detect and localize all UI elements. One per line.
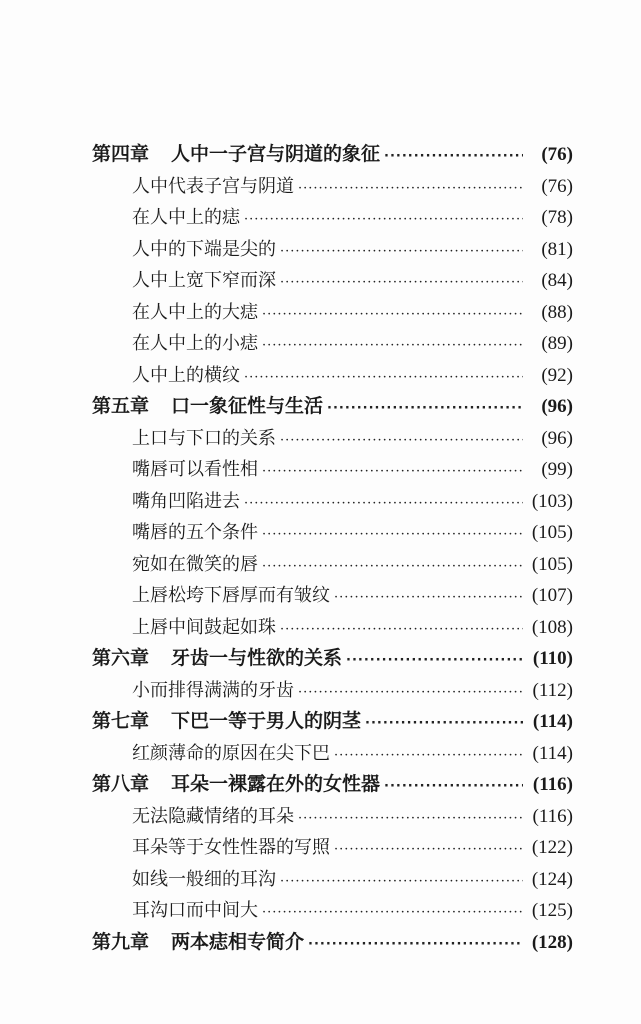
- dot-leader: [334, 834, 523, 864]
- toc-section-entry: [92, 423, 573, 455]
- page-number: (92): [541, 364, 573, 386]
- dot-leader: [244, 204, 523, 234]
- page-number: (107): [531, 585, 573, 606]
- dot-leader: [298, 677, 523, 707]
- toc-section-entry: [92, 360, 573, 392]
- page-number: (99): [541, 459, 573, 480]
- page-number: (116): [532, 774, 573, 795]
- section-title: 红颜薄命的原因在尖下巴: [132, 742, 330, 764]
- page-number: (105): [531, 553, 573, 575]
- page-number: (105): [531, 522, 573, 543]
- toc-chapter-entry: [92, 769, 573, 801]
- dot-leader: [262, 551, 523, 581]
- section-title: 小而排得满满的牙齿: [132, 679, 294, 701]
- toc-section-entry: [92, 486, 573, 518]
- section-title: 如线一般细的耳沟: [132, 868, 276, 890]
- dot-leader: [298, 803, 523, 833]
- page-number: (84): [541, 270, 573, 291]
- page-number: (76): [541, 144, 573, 165]
- section-title: 嘴唇的五个条件: [132, 522, 258, 543]
- toc-section-entry: [92, 328, 573, 360]
- toc-section-entry: [92, 895, 573, 927]
- toc-section-entry: [92, 297, 573, 329]
- section-title: 在人中上的大痣: [132, 301, 258, 323]
- dot-leader: [334, 740, 523, 770]
- section-title: 人中代表子宫与阴道: [132, 175, 294, 197]
- chapter-title: 耳朵一裸露在外的女性器: [171, 773, 381, 795]
- dot-leader: [384, 141, 523, 171]
- section-title: 人中上的横纹: [132, 364, 240, 386]
- toc-chapter-entry: [92, 927, 573, 959]
- chapter-title: 两本痣相专简介: [171, 930, 305, 953]
- dot-leader: [280, 614, 523, 644]
- section-title: 人中的下端是尖的: [132, 238, 276, 260]
- page-number: (96): [541, 396, 573, 417]
- page-number: (112): [532, 679, 573, 701]
- toc-section-entry: [92, 738, 573, 770]
- dot-leader: [280, 425, 523, 455]
- toc-chapter-entry: [92, 391, 573, 423]
- page-number: (110): [532, 648, 573, 669]
- section-title: 耳沟口而中间大: [132, 900, 258, 921]
- page-number: (116): [532, 805, 573, 827]
- toc-section-entry: [92, 171, 573, 203]
- page-number: (124): [531, 868, 573, 890]
- dot-leader: [262, 897, 523, 927]
- page-number: (108): [531, 616, 573, 638]
- toc-section-entry: [92, 517, 573, 549]
- dot-leader: [346, 645, 523, 675]
- section-title: 上唇松垮下唇厚而有皱纹: [132, 585, 330, 606]
- page-number: (81): [541, 238, 573, 260]
- dot-leader: [280, 267, 523, 297]
- dot-leader: [262, 456, 523, 486]
- toc-section-entry: [92, 265, 573, 297]
- chapter-number: 第七章: [92, 710, 150, 732]
- section-title: 无法隐藏情绪的耳朵: [132, 805, 294, 827]
- dot-leader: [334, 582, 523, 612]
- page-number: (122): [531, 837, 573, 858]
- section-title: 在人中上的痣: [132, 207, 240, 228]
- chapter-number: 第九章: [92, 930, 150, 953]
- page-number: (96): [541, 427, 573, 449]
- section-title: 在人中上的小痣: [132, 333, 258, 354]
- toc-section-entry: [92, 454, 573, 486]
- chapter-title: 口一象征性与生活: [171, 395, 324, 417]
- dot-leader: [280, 866, 523, 896]
- dot-leader: [262, 330, 523, 360]
- dot-leader: [308, 929, 523, 959]
- chapter-number: 第四章: [92, 143, 150, 165]
- toc-section-entry: [92, 549, 573, 581]
- toc-section-entry: [92, 612, 573, 644]
- toc-chapter-entry: [92, 706, 573, 738]
- toc-section-entry: [92, 202, 573, 234]
- section-title: 嘴唇可以看性相: [132, 459, 258, 480]
- page-number: (114): [532, 742, 573, 764]
- toc-chapter-entry: [92, 139, 573, 171]
- toc-section-entry: [92, 801, 573, 833]
- section-title: 耳朵等于女性性器的写照: [132, 837, 330, 858]
- section-title: 宛如在微笑的唇: [132, 553, 258, 575]
- page-number: (78): [541, 207, 573, 228]
- dot-leader: [298, 173, 523, 203]
- table-of-contents: [92, 139, 573, 958]
- chapter-title: 牙齿一与性欲的关系: [171, 647, 343, 669]
- dot-leader: [262, 299, 523, 329]
- section-title: 上唇中间鼓起如珠: [132, 616, 276, 638]
- chapter-number: 第八章: [92, 773, 150, 795]
- page-number: (125): [531, 900, 573, 921]
- dot-leader: [327, 393, 523, 423]
- dot-leader: [244, 362, 523, 392]
- toc-section-entry: [92, 864, 573, 896]
- dot-leader: [280, 236, 523, 266]
- toc-section-entry: [92, 580, 573, 612]
- dot-leader: [365, 708, 523, 738]
- chapter-number: 第五章: [92, 395, 150, 417]
- page-number: (103): [531, 490, 573, 512]
- chapter-number: 第六章: [92, 647, 150, 669]
- chapter-title: 下巴一等于男人的阴茎: [171, 710, 362, 732]
- page-number: (114): [532, 711, 573, 732]
- section-title: 嘴角凹陷进去: [132, 490, 240, 512]
- chapter-title: 人中一子宫与阴道的象征: [171, 143, 381, 165]
- dot-leader: [384, 771, 523, 801]
- dot-leader: [262, 519, 523, 549]
- section-title: 人中上宽下窄而深: [132, 270, 276, 291]
- toc-section-entry: [92, 234, 573, 266]
- dot-leader: [244, 488, 523, 518]
- toc-section-entry: [92, 675, 573, 707]
- toc-chapter-entry: [92, 643, 573, 675]
- section-title: 上口与下口的关系: [132, 427, 276, 449]
- page-number: (76): [541, 175, 573, 197]
- page-number: (88): [541, 301, 573, 323]
- page-number: (89): [541, 333, 573, 354]
- toc-section-entry: [92, 832, 573, 864]
- page-number: (128): [531, 931, 573, 953]
